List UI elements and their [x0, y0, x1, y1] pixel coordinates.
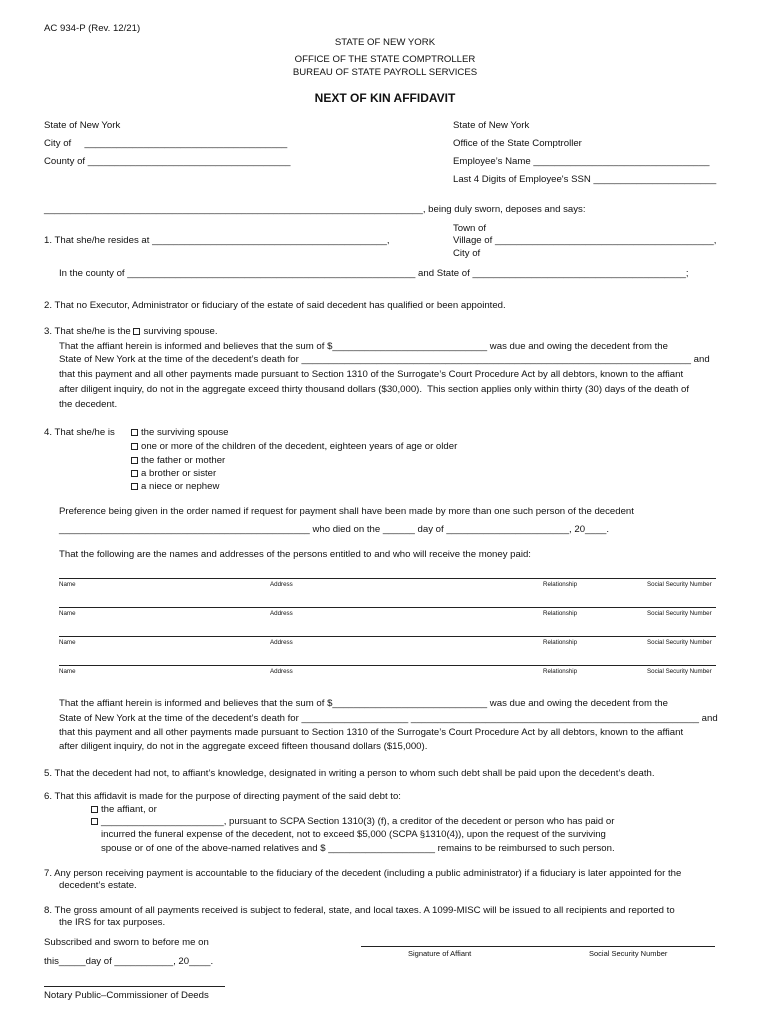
checkbox[interactable]	[131, 470, 138, 477]
affiant-signature-line[interactable]	[361, 946, 715, 947]
option-spouse[interactable]: the surviving spouse	[131, 428, 228, 438]
item-3-line4: that this payment and all other payments made pursuant to Section 1310 of the Surrogate’s Court Procedure Act by all debtors, known to the affiant	[59, 369, 684, 380]
second-debt-field[interactable]: State of New York at the time of the decedent’s death for ____________________ ______________________________________________________ and	[59, 713, 718, 724]
signature-label: Signature of Affiant	[408, 949, 472, 958]
venue-state: State of New York	[44, 120, 121, 131]
item-8-line2: the IRS for tax purposes.	[59, 917, 166, 928]
item-3-line6: the decedent.	[59, 399, 118, 410]
city-label: City of	[453, 248, 481, 259]
item-7-line2: decedent’s estate.	[59, 880, 137, 891]
col-address: Address	[270, 639, 293, 646]
checkbox[interactable]	[131, 483, 138, 490]
notary-date-field[interactable]: this_____day of ___________, 20____.	[44, 956, 214, 967]
deponent-name-field[interactable]: _______________________________________________________________________, being duly sworn, deposes and says:	[44, 204, 586, 215]
header-bureau: BUREAU OF STATE PAYROLL SERVICES	[292, 67, 478, 78]
preference-date-field[interactable]: _______________________________________________ who died on the ______ day of _______________________, 20____.	[59, 524, 610, 535]
col-relationship: Relationship	[543, 668, 578, 675]
notary-label: Notary Public–Commissioner of Deeds	[44, 990, 209, 1001]
col-address: Address	[270, 610, 293, 617]
option-parent[interactable]: the father or mother	[131, 456, 225, 466]
option-niece-nephew[interactable]: a niece or nephew	[131, 482, 219, 492]
surviving-spouse-checkbox[interactable]	[133, 328, 140, 335]
item-2: 2. That no Executor, Administrator or fiduciary of the estate of said decedent has qualified or been appointed.	[44, 300, 506, 311]
recipient-row-4-line[interactable]	[59, 665, 716, 666]
checkbox[interactable]	[91, 806, 98, 813]
checkbox[interactable]	[131, 443, 138, 450]
county-state-field[interactable]: In the county of ______________________________________________________ and State of ________________________________________;	[59, 268, 689, 279]
col-address: Address	[270, 668, 293, 675]
second-sum-line4: after diligent inquiry, do not in the aggregate exceed fifteen thousand dollars ($15,000).	[59, 741, 428, 752]
col-name: Name	[59, 639, 76, 646]
checkbox[interactable]	[91, 818, 98, 825]
checkbox[interactable]	[131, 457, 138, 464]
item-5: 5. That the decedent had not, to affiant’s knowledge, designated in writing a person to whom such debt shall be paid upon the decedent’s death.	[44, 768, 655, 779]
item-3-sum-field[interactable]: That the affiant herein is informed and believes that the sum of $_____________________________ was due and owing the decedent from the	[59, 341, 668, 352]
recipient-row-3-line[interactable]	[59, 636, 716, 637]
col-ssn: Social Security Number	[647, 668, 712, 675]
checkbox[interactable]	[131, 429, 138, 436]
second-sum-field[interactable]: That the affiant herein is informed and believes that the sum of $_____________________________ was due and owing the decedent from the	[59, 698, 668, 709]
col-name: Name	[59, 610, 76, 617]
header-office: OFFICE OF THE STATE COMPTROLLER	[294, 54, 476, 65]
right-state: State of New York	[453, 120, 530, 131]
item-8-line1: 8. The gross amount of all payments received is subject to federal, state, and local taxes. A 1099-MISC will be issued to all recipients and reported to	[44, 905, 675, 916]
preference-text: Preference being given in the order named if request for payment shall have been made by more than one such person of the decedent	[59, 506, 634, 517]
recipient-row-2-line[interactable]	[59, 607, 716, 608]
village-field[interactable]: Village of _________________________________________,	[453, 235, 717, 246]
option-affiant[interactable]: the affiant, or	[91, 805, 157, 815]
employee-name-field[interactable]: Employee’s Name _________________________________	[453, 156, 710, 167]
venue-county-field[interactable]: County of ______________________________________	[44, 156, 291, 167]
option-children[interactable]: one or more of the children of the decedent, eighteen years of age or older	[131, 442, 457, 452]
reimburse-amount-field[interactable]: spouse or of one of the above-named relatives and $ ____________________ remains to be reimbursed to such person.	[101, 843, 615, 854]
notary-signature-line[interactable]	[44, 986, 225, 987]
item-7-line1: 7. Any person receiving payment is accountable to the fiduciary of the decedent (including a public administrator) if a fiduciary is later appointed for the	[44, 868, 682, 879]
venue-city-field[interactable]: City of ______________________________________	[44, 138, 288, 149]
page-title: NEXT OF KIN AFFIDAVIT	[314, 91, 456, 105]
col-relationship: Relationship	[543, 610, 578, 617]
col-ssn: Social Security Number	[647, 581, 712, 588]
item-3-line5: after diligent inquiry, do not in the aggregate exceed thirty thousand dollars ($30,000). This section applies only within thirty (30) days of the death of	[59, 384, 690, 395]
col-name: Name	[59, 581, 76, 588]
col-name: Name	[59, 668, 76, 675]
option-sibling[interactable]: a brother or sister	[131, 469, 216, 479]
subscribed-text: Subscribed and sworn to before me on	[44, 937, 209, 948]
item-4-lead: 4. That she/he is	[44, 427, 115, 438]
option-creditor[interactable]: _______________________, pursuant to SCPA Section 1310(3) (f), a creditor of the decedent or person who has paid or	[91, 817, 614, 827]
entitled-intro: That the following are the names and addresses of the persons entitled to and who will receive the money paid:	[59, 549, 531, 560]
recipient-row-1-line[interactable]	[59, 578, 716, 579]
town-label: Town of	[453, 223, 487, 234]
col-ssn: Social Security Number	[647, 610, 712, 617]
employee-ssn-field[interactable]: Last 4 Digits of Employee's SSN _______________________	[453, 174, 717, 185]
form-id: AC 934-P (Rev. 12/21)	[44, 23, 141, 34]
second-sum-line3: that this payment and all other payments made pursuant to Section 1310 of the Surrogate’s Court Procedure Act by all debtors, known to the affiant	[59, 727, 684, 738]
col-address: Address	[270, 581, 293, 588]
residence-field[interactable]: 1. That she/he resides at ____________________________________________,	[44, 235, 390, 246]
col-ssn: Social Security Number	[647, 639, 712, 646]
header-state: STATE OF NEW YORK	[334, 37, 436, 48]
right-office: Office of the State Comptroller	[453, 138, 582, 149]
item-3-debt-field[interactable]: State of New York at the time of the decedent’s death for _________________________________________________________________________ and	[59, 354, 710, 365]
item-6-line3: incurred the funeral expense of the decedent, not to exceed $5,000 (SCPA §1310(4)), upon the request of the surviving	[101, 829, 606, 840]
col-relationship: Relationship	[543, 639, 578, 646]
item-3-line1: 3. That she/he is the surviving spouse.	[44, 326, 218, 337]
col-relationship: Relationship	[543, 581, 578, 588]
item-6-lead: 6. That this affidavit is made for the purpose of directing payment of the said debt to:	[44, 791, 401, 802]
ssn-label: Social Security Number	[589, 949, 668, 958]
